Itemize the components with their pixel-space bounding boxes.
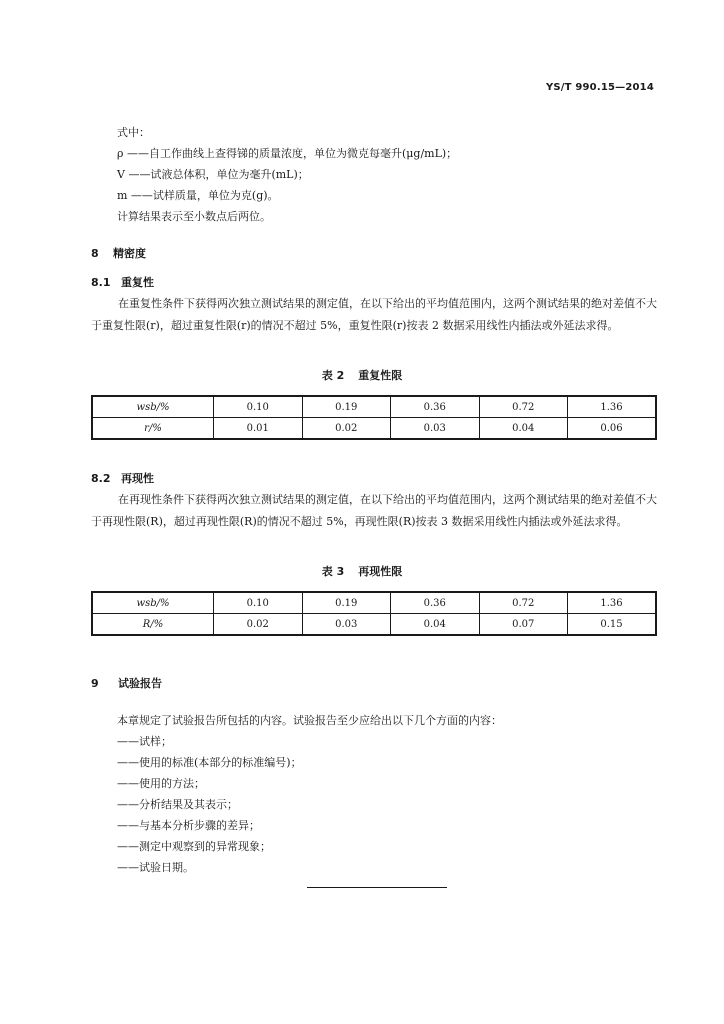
list-item: ——分析结果及其表示； [117,798,238,811]
standard-number: YS/T 990.15—2014 [545,82,654,93]
table-3 [91,591,657,636]
table-cell: 0.10 [214,592,303,614]
caption-number: 表 3 [321,565,345,578]
table-cell: 0.72 [479,396,568,418]
section-8-1-heading [91,274,154,290]
row-label: wsb/% [92,592,214,614]
list-item: ——与基本分析步骤的差异； [117,819,260,832]
paragraph-text: 在再现性条件下获得两次独立测试结果的测定值，在以下给出的平均值范围内，这两个测试结果的绝对差值不大于再现性限(R)，超过再现性限(R)的情况不超过 5%，再现性限(R)按表 3 数据采用线性内插法或外延法求得。 [91,493,657,528]
section-8-2-paragraph [91,489,657,533]
table-cell: 0.03 [302,614,391,636]
section-title: 再现性 [121,472,154,485]
caption-title: 重复性限 [358,369,403,382]
section-number: 8.1 [91,276,111,289]
table-cell: 0.36 [391,396,480,418]
row-label: R/% [92,614,214,636]
list-item: ——试样； [117,735,172,748]
table-row [92,614,656,636]
table-row [92,396,656,418]
list-item: ——使用的方法； [117,777,205,790]
table-2-caption [0,367,724,383]
section-number: 8.2 [91,472,111,485]
table-3-caption [0,563,724,579]
section-8-1-paragraph [91,293,657,337]
table-cell: 1.36 [568,592,657,614]
table-cell: 0.19 [302,592,391,614]
list-item: ——试验日期。 [117,861,194,874]
table-cell: 1.36 [568,396,657,418]
list-item: ——使用的标准(本部分的标准编号)； [117,756,302,769]
formula-intro: 式中： [117,126,150,139]
section-9-intro: 本章规定了试验报告所包括的内容。试验报告至少应给出以下几个方面的内容： [117,714,502,727]
table-cell: 0.72 [479,592,568,614]
formula-note: ρ ——自工作曲线上查得锑的质量浓度，单位为微克每毫升(μg/mL)； [117,147,458,160]
table-2 [91,395,657,440]
section-8-heading [91,245,146,261]
table-cell: 0.04 [391,614,480,636]
table-cell: 0.04 [479,418,568,440]
table-cell: 0.15 [568,614,657,636]
table-cell: 0.02 [214,614,303,636]
formula-note: 计算结果表示至小数点后两位。 [117,210,271,223]
table-cell: 0.36 [391,592,480,614]
paragraph-text: 在重复性条件下获得两次独立测试结果的测定值，在以下给出的平均值范围内，这两个测试结果的绝对差值不大于重复性限(r)，超过重复性限(r)的情况不超过 5%，重复性限(r)按表 2 数据采用线性内插法或外延法求得。 [91,297,657,332]
caption-number: 表 2 [321,369,345,382]
table-cell: 0.19 [302,396,391,418]
section-title: 精密度 [113,247,146,260]
formula-note: V ——试液总体积，单位为毫升(mL)； [117,168,309,181]
table-cell: 0.07 [479,614,568,636]
row-label: r/% [92,418,214,440]
row-label: wsb/% [92,396,214,418]
table-row [92,592,656,614]
table-cell: 0.03 [391,418,480,440]
table-row [92,418,656,440]
section-title: 试验报告 [118,677,162,690]
table-cell: 0.01 [214,418,303,440]
table-cell: 0.06 [568,418,657,440]
formula-note: m ——试样质量，单位为克(g)。 [117,189,279,202]
table-cell: 0.02 [302,418,391,440]
section-9-heading [91,675,162,691]
section-number: 8 [91,247,99,260]
section-number: 9 [91,677,99,690]
caption-title: 再现性限 [358,565,403,578]
list-item: ——测定中观察到的异常现象； [117,840,271,853]
end-rule [307,887,447,888]
section-title: 重复性 [121,276,154,289]
section-8-2-heading [91,470,154,486]
table-cell: 0.10 [214,396,303,418]
